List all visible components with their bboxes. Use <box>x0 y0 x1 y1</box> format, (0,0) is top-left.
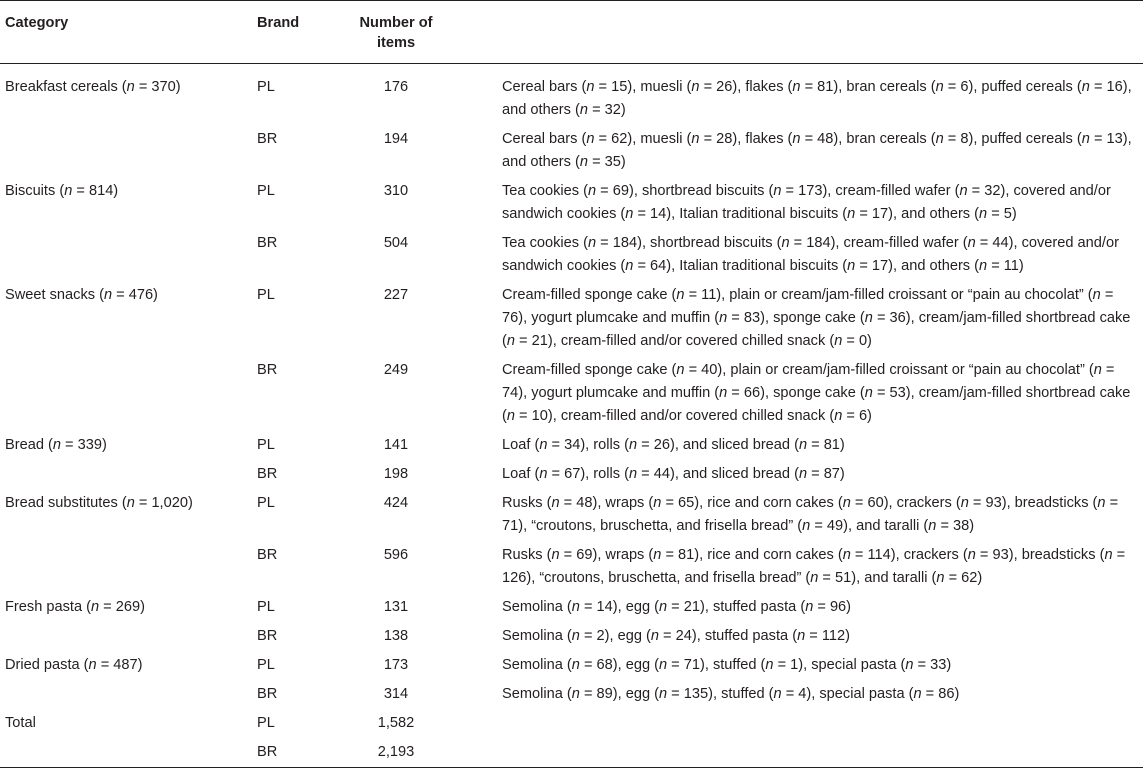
table-row <box>0 177 1143 229</box>
table-row <box>0 229 1143 281</box>
cell-number-of-items: 138 <box>383 628 409 644</box>
cell-number-of-items: 194 <box>383 131 409 147</box>
cell-number-of-items: 198 <box>383 466 409 482</box>
cell-brand: BR <box>257 547 278 563</box>
cell-brand: BR <box>257 362 278 378</box>
table-row <box>0 460 1143 489</box>
table-row <box>0 651 1143 680</box>
cell-number-of-items: 314 <box>383 686 409 702</box>
cell-brand: PL <box>257 183 275 199</box>
cell-description: Cream-filled sponge cake (n = 40), plain or cream/jam-filled croissant or “pain au chocolat” (n = 74), yogurt plumcake and muffin (n = 66), sponge cake (n = 53), cream/jam-filled shortbread cake (n = 10), cream-filled and/or covered chilled snack (n = 6) <box>502 362 1131 424</box>
cell-category <box>0 460 252 489</box>
cell-description: Semolina (n = 2), egg (n = 24), stuffed pasta (n = 112) <box>502 628 850 644</box>
cell-description: Cereal bars (n = 15), muesli (n = 26), flakes (n = 81), bran cereals (n = 6), puffed cereals (n = 16), and others (n = 32) <box>502 79 1132 118</box>
cell-brand: PL <box>257 715 275 731</box>
table-row <box>0 738 1143 768</box>
cell-category: Breakfast cereals (n = 370) <box>5 79 181 95</box>
cell-description: Cereal bars (n = 62), muesli (n = 28), flakes (n = 48), bran cereals (n = 8), puffed cereals (n = 13), and others (n = 35) <box>502 131 1132 170</box>
cell-description: Loaf (n = 67), rolls (n = 44), and sliced bread (n = 87) <box>502 466 845 482</box>
cell-description: Semolina (n = 89), egg (n = 135), stuffed (n = 4), special pasta (n = 86) <box>502 686 960 702</box>
cell-brand: PL <box>257 657 275 673</box>
table-row <box>0 281 1143 356</box>
cell-category: Dried pasta (n = 487) <box>5 657 143 673</box>
cell-category: Fresh pasta (n = 269) <box>5 599 145 615</box>
table-row <box>0 125 1143 177</box>
table-row <box>0 593 1143 622</box>
table-row <box>0 541 1143 593</box>
cell-category <box>0 738 252 768</box>
cell-brand: BR <box>257 131 278 147</box>
table-body <box>0 64 1143 768</box>
cell-description: Tea cookies (n = 184), shortbread biscuits (n = 184), cream-filled wafer (n = 44), covered and/or sandwich cookies (n = 64), Italian traditional biscuits (n = 17), and others (n = 11) <box>502 235 1119 274</box>
cell-number-of-items: 1,582 <box>377 715 415 731</box>
cell-description: Semolina (n = 14), egg (n = 21), stuffed pasta (n = 96) <box>502 599 852 615</box>
cell-description <box>494 738 1143 768</box>
cell-category <box>0 356 252 431</box>
cell-brand: PL <box>257 437 275 453</box>
cell-number-of-items: 173 <box>383 657 409 673</box>
cell-description: Cream-filled sponge cake (n = 11), plain or cream/jam-filled croissant or “pain au chocolat” (n = 76), yogurt plumcake and muffin (n = 83), sponge cake (n = 36), cream/jam-filled shortbread cake (n = 21), cream-filled and/or covered chilled snack (n = 0) <box>502 287 1131 349</box>
cell-brand: BR <box>257 628 278 644</box>
cell-number-of-items: 141 <box>383 437 409 453</box>
cell-brand: BR <box>257 744 278 760</box>
cell-description: Loaf (n = 34), rolls (n = 26), and sliced bread (n = 81) <box>502 437 845 453</box>
cell-category <box>0 229 252 281</box>
cell-brand: PL <box>257 79 275 95</box>
cell-number-of-items: 2,193 <box>377 744 415 760</box>
header-description <box>494 1 1143 64</box>
cell-brand: PL <box>257 599 275 615</box>
cell-brand: BR <box>257 466 278 482</box>
cell-number-of-items: 227 <box>383 287 409 303</box>
cell-description: Rusks (n = 48), wraps (n = 65), rice and corn cakes (n = 60), crackers (n = 93), breadsticks (n = 71), “croutons, bruschetta, and frisella bread” (n = 49), and taralli (n = 38) <box>502 495 1119 534</box>
cell-brand: BR <box>257 235 278 251</box>
cell-number-of-items: 310 <box>383 183 409 199</box>
cell-number-of-items: 176 <box>383 79 409 95</box>
table-row <box>0 680 1143 709</box>
cell-description <box>494 709 1143 738</box>
cell-category: Bread (n = 339) <box>5 437 107 453</box>
table-row <box>0 709 1143 738</box>
cell-number-of-items: 249 <box>383 362 409 378</box>
cell-number-of-items: 131 <box>383 599 409 615</box>
table-row <box>0 489 1143 541</box>
cell-category: Biscuits (n = 814) <box>5 183 119 199</box>
cell-description: Tea cookies (n = 69), shortbread biscuits (n = 173), cream-filled wafer (n = 32), covered and/or sandwich cookies (n = 14), Italian traditional biscuits (n = 17), and others (n = 5) <box>502 183 1111 222</box>
table-header-row <box>0 1 1143 64</box>
table-row <box>0 622 1143 651</box>
cell-category <box>0 622 252 651</box>
table-row <box>0 64 1143 126</box>
header-category: Category <box>5 15 69 31</box>
cell-number-of-items: 424 <box>383 495 409 511</box>
cell-category: Sweet snacks (n = 476) <box>5 287 158 303</box>
cell-category: Total <box>5 715 36 731</box>
cell-number-of-items: 504 <box>383 235 409 251</box>
header-brand: Brand <box>257 15 300 31</box>
table-row <box>0 431 1143 460</box>
cell-brand: PL <box>257 495 275 511</box>
cell-brand: BR <box>257 686 278 702</box>
header-number-of-items: Number of items <box>359 15 433 51</box>
cell-number-of-items: 596 <box>383 547 409 563</box>
table-row <box>0 356 1143 431</box>
cell-description: Semolina (n = 68), egg (n = 71), stuffed (n = 1), special pasta (n = 33) <box>502 657 952 673</box>
cell-description: Rusks (n = 69), wraps (n = 81), rice and corn cakes (n = 114), crackers (n = 93), breadsticks (n = 126), “croutons, bruschetta, and frisella bread” (n = 51), and taralli (n = 62) <box>502 547 1126 586</box>
cell-category <box>0 680 252 709</box>
cell-category: Bread substitutes (n = 1,020) <box>5 495 193 511</box>
cell-category <box>0 541 252 593</box>
cell-brand: PL <box>257 287 275 303</box>
cell-category <box>0 125 252 177</box>
